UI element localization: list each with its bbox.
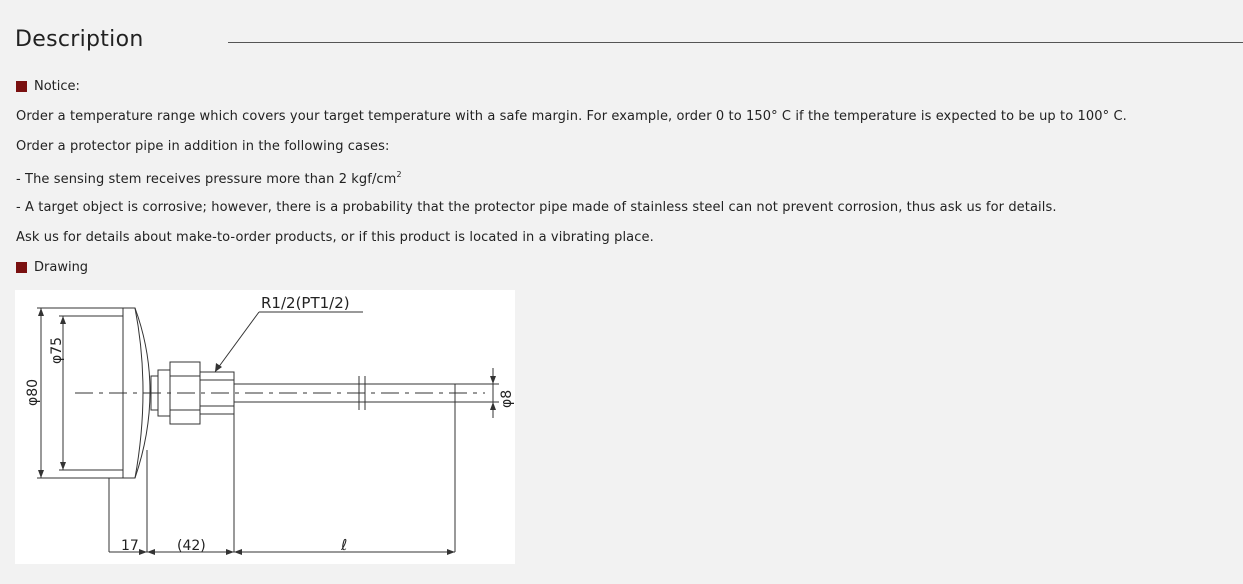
dim-l-label: ℓ: [341, 536, 348, 554]
notice-line-1: Order a temperature range which covers your target temperature with a safe margin. For example, order 0 to 150° C if the temperature is expected to be up to 100° C.: [16, 109, 1127, 124]
arrowhead: [234, 549, 242, 555]
dia80-label: φ80: [25, 378, 41, 406]
notice-heading: [16, 79, 80, 94]
arrowhead: [490, 376, 496, 384]
arrowhead: [38, 308, 44, 316]
dia8-label: φ8: [499, 389, 515, 408]
notice-line-3-text: - The sensing stem receives pressure more than 2 kgf/cm: [16, 172, 397, 187]
technical-drawing: [15, 290, 515, 564]
notice-heading-label: Notice:: [34, 79, 80, 94]
arrowhead: [139, 549, 147, 555]
drawing-heading-label: Drawing: [34, 260, 89, 275]
notice-line-5: Ask us for details about make-to-order products, or if this product is located in a vibrating place.: [16, 230, 654, 245]
arrowhead: [226, 549, 234, 555]
dim-42-label: (42): [177, 538, 206, 554]
notice-line-3-superscript: 2: [396, 170, 402, 179]
arrowhead: [490, 402, 496, 410]
square-bullet-icon: [16, 81, 27, 92]
dia75-label: φ75: [49, 336, 65, 364]
thread-label: R1/2(PT1/2): [261, 294, 350, 312]
section-title: Description: [15, 27, 144, 52]
notice-line-3: [16, 170, 402, 187]
title-divider: [228, 42, 1243, 43]
dim-17-label: 17: [121, 538, 139, 554]
square-bullet-icon: [16, 262, 27, 273]
thermometer-drawing-svg: [15, 290, 515, 564]
arrowhead: [60, 462, 66, 470]
arrowhead: [60, 316, 66, 324]
arrowhead: [38, 470, 44, 478]
notice-line-2: Order a protector pipe in addition in the following cases:: [16, 139, 390, 154]
arrowhead: [147, 549, 155, 555]
notice-line-4: - A target object is corrosive; however, there is a probability that the protector pipe made of stainless steel can not prevent corrosion, thus ask us for details.: [16, 200, 1057, 215]
arrowhead: [447, 549, 455, 555]
drawing-heading: [16, 260, 88, 275]
leader-line: [215, 312, 259, 372]
description-header: [15, 27, 1243, 59]
